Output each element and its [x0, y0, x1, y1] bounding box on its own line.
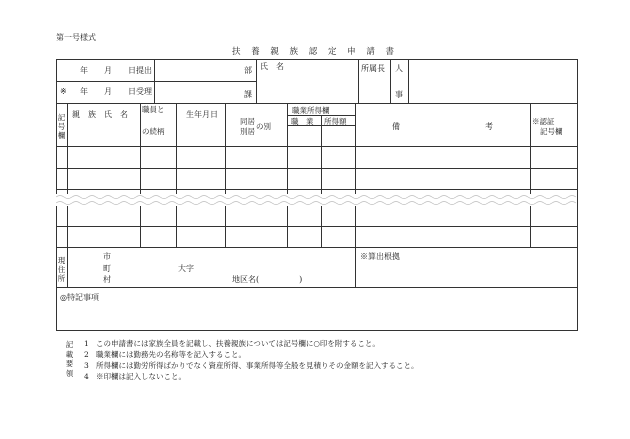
remarks-heading-left: 備: [392, 122, 400, 131]
relative-name-heading: 親 族 氏 名: [72, 110, 128, 119]
occupation-income-heading: 職業所得欄: [292, 106, 330, 115]
relation-heading-line1: 職員と: [142, 105, 165, 114]
cohabit-heading-line1: 同居: [240, 117, 255, 126]
col-divider: [408, 59, 409, 103]
address-district: 地区名( ): [232, 275, 303, 284]
row-divider: [56, 103, 578, 104]
name-label: 氏 名: [260, 62, 284, 71]
instruction-text: この申請書には家族全員を記載し、扶養親族については記号欄に○印を附すること。: [96, 339, 380, 348]
mark-column-heading: 記号欄: [57, 113, 66, 140]
cohabit-heading-suffix: の別: [256, 122, 271, 131]
instruction-number: 1: [84, 339, 89, 348]
address-label: 現住所: [57, 256, 66, 283]
department-suffix: 部: [244, 66, 252, 75]
received-mark: ※: [60, 87, 67, 96]
received-date: 年 月 日受理: [80, 87, 152, 96]
col-divider: [154, 59, 155, 103]
address-aza: 大字: [178, 264, 194, 273]
birth-date-heading: 生年月日: [186, 110, 218, 119]
col-divider: [287, 103, 288, 247]
row-divider: [56, 146, 578, 147]
instruction-number: 2: [84, 350, 89, 359]
instruction-text: 所得欄には勤労所得ばかりでなく資産所得、事業所得等全般を見積りその金額を記入すること。: [96, 361, 419, 370]
row-divider: [56, 168, 578, 169]
certification-heading-line2: 記号欄: [540, 127, 563, 136]
submitted-date: 年 月 日提出: [80, 66, 152, 75]
row-divider: [56, 247, 578, 248]
income-amount-heading: 所得額: [324, 117, 347, 126]
instructions-label: 記載要領: [65, 340, 74, 378]
seal-person: 人: [395, 64, 403, 73]
section-suffix: 課: [244, 90, 252, 99]
calculation-basis-label: ※算出根拠: [360, 252, 400, 261]
relation-heading-line2: の続柄: [142, 127, 165, 136]
col-divider: [225, 103, 226, 247]
instruction-number: 4: [84, 372, 89, 381]
col-divider: [530, 103, 531, 247]
office-head-label: 所属長: [361, 64, 385, 73]
omission-band: [56, 191, 577, 203]
seal-affairs: 事: [395, 90, 403, 99]
instruction-text: ※印欄は記入しないこと。: [96, 372, 186, 381]
col-divider: [67, 103, 68, 247]
form-title: 扶 養 親 族 認 定 申 請 書: [231, 47, 399, 57]
cohabit-heading-line2: 別居: [240, 127, 255, 136]
col-divider: [140, 103, 141, 247]
address-town: 町: [103, 264, 111, 273]
col-divider: [355, 247, 356, 287]
row-divider: [56, 189, 578, 190]
col-divider: [390, 59, 391, 103]
col-divider: [176, 103, 177, 247]
address-village: 村: [103, 275, 111, 284]
special-notes-label: ◎特記事項: [60, 293, 99, 302]
row-divider: [56, 287, 578, 288]
col-divider: [355, 103, 356, 247]
form-number: 第一号様式: [56, 33, 96, 42]
col-divider: [256, 59, 257, 103]
remarks-heading-right: 考: [485, 122, 493, 131]
wavy-break-icon: [56, 194, 577, 206]
col-divider: [321, 115, 322, 247]
col-divider: [67, 247, 68, 287]
row-divider: [56, 226, 578, 227]
occupation-heading: 職 業: [291, 117, 314, 126]
col-divider: [358, 59, 359, 103]
instruction-text: 職業欄には勤務先の名称等を記入すること。: [96, 350, 246, 359]
row-divider: [56, 81, 256, 82]
address-city: 市: [103, 252, 111, 261]
instruction-number: 3: [84, 361, 89, 370]
certification-heading-line1: ※認証: [532, 117, 555, 126]
